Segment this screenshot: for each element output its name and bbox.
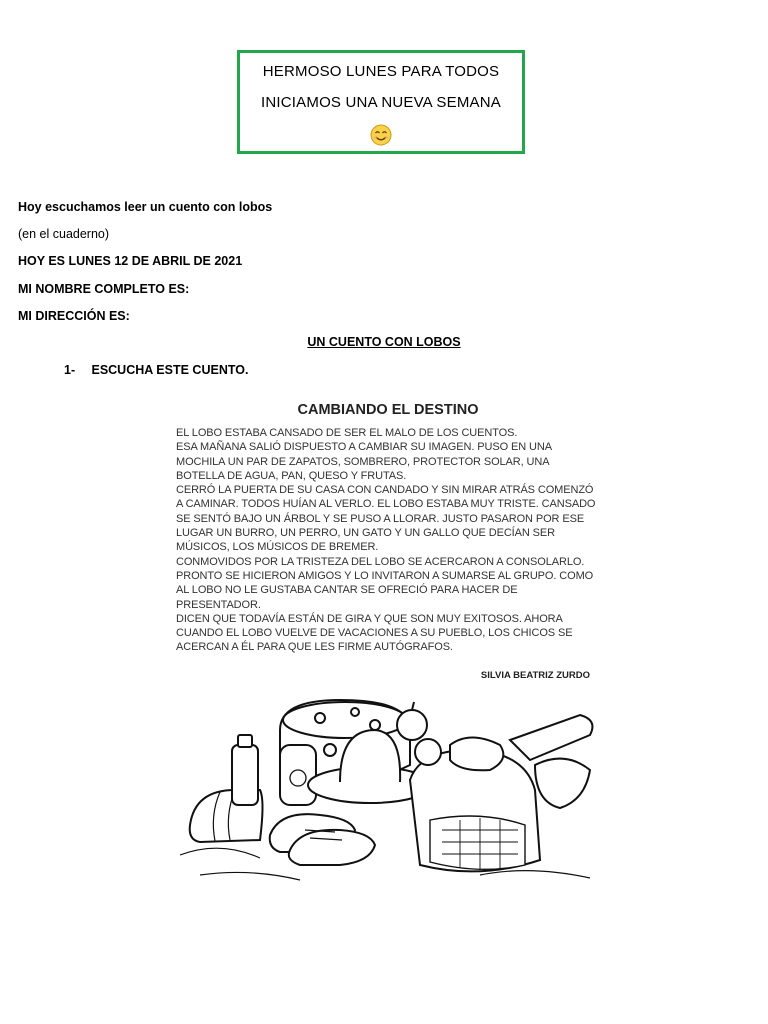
instruction-text: ESCUCHA ESTE CUENTO.	[91, 363, 249, 377]
story-title: CAMBIANDO EL DESTINO	[297, 402, 479, 418]
smiling-face-icon	[240, 123, 522, 147]
story-text: EL LOBO ESTABA CANSADO DE SER EL MALO DE LOS CUENTOS. ESA MAÑANA SALIÓ DISPUESTO A CAMBIAR SU IMAGEN. PUSO EN UNA MOCHILA UN PAR DE ZAPATOS, SOMBRERO, PROTECTOR SOLAR, UNA BOTELLA DE AGUA, PAN, QUESO Y FRUTAS. CERRÓ LA PUERTA DE SU CASA CON CANDADO Y SIN MIRAR ATRÁS COMENZÓ A CAMINAR. TODOS HUÍAN AL VERLO. EL LOBO ESTABA MUY TRISTE. CANSADO SE SENTÓ BAJO UN ÁRBOL Y SE PUSO A LLORAR. JUSTO PASARON POR ESE LUGAR UN BURRO, UN PERRO, UN GATO Y UN GALLO QUE DECÍAN SER MÚSICOS, LOS MÚSICOS DE BREMER. CONMOVIDOS POR LA TRISTEZA DEL LOBO SE ACERCARON A CONSOLARLO. PRONTO SE HICIERON AMIGOS Y LO INVITARON A SUMARSE AL GRUPO. COMO AL LOBO NO LE GUSTABA CANTAR SE OFRECIÓ PARA HACER DE PRESENTADOR. DICEN QUE TODAVÍA ESTÁN DE GIRA Y QUE SON MUY EXITOSOS. AHORA CUANDO EL LOBO VUELVE DE VACACIONES A SU PUEBLO, LOS CHICOS SE ACERCAN A ÉL PARA QUE LES FIRME AUTÓGRAFOS.	[176, 427, 596, 654]
picnic-backpack-illustration-icon	[180, 690, 600, 890]
story-box	[174, 400, 602, 695]
section-title: UN CUENTO CON LOBOS	[307, 335, 461, 349]
intro-line: Hoy escuchamos leer un cuento con lobos	[18, 200, 273, 214]
address-label: MI DIRECCIÓN ES:	[18, 309, 130, 323]
title-banner	[237, 50, 525, 154]
banner-line-2: INICIAMOS UNA NUEVA SEMANA	[261, 94, 501, 111]
instruction-item	[64, 363, 248, 377]
date-line: HOY ES LUNES 12 DE ABRIL DE 2021	[18, 254, 243, 268]
instruction-number: 1-	[64, 363, 76, 377]
name-label: MI NOMBRE COMPLETO ES:	[18, 282, 190, 296]
notebook-note: (en el cuaderno)	[18, 227, 110, 241]
story-author: SILVIA BEATRIZ ZURDO	[480, 670, 590, 681]
banner-line-1: HERMOSO LUNES PARA TODOS	[262, 63, 500, 80]
